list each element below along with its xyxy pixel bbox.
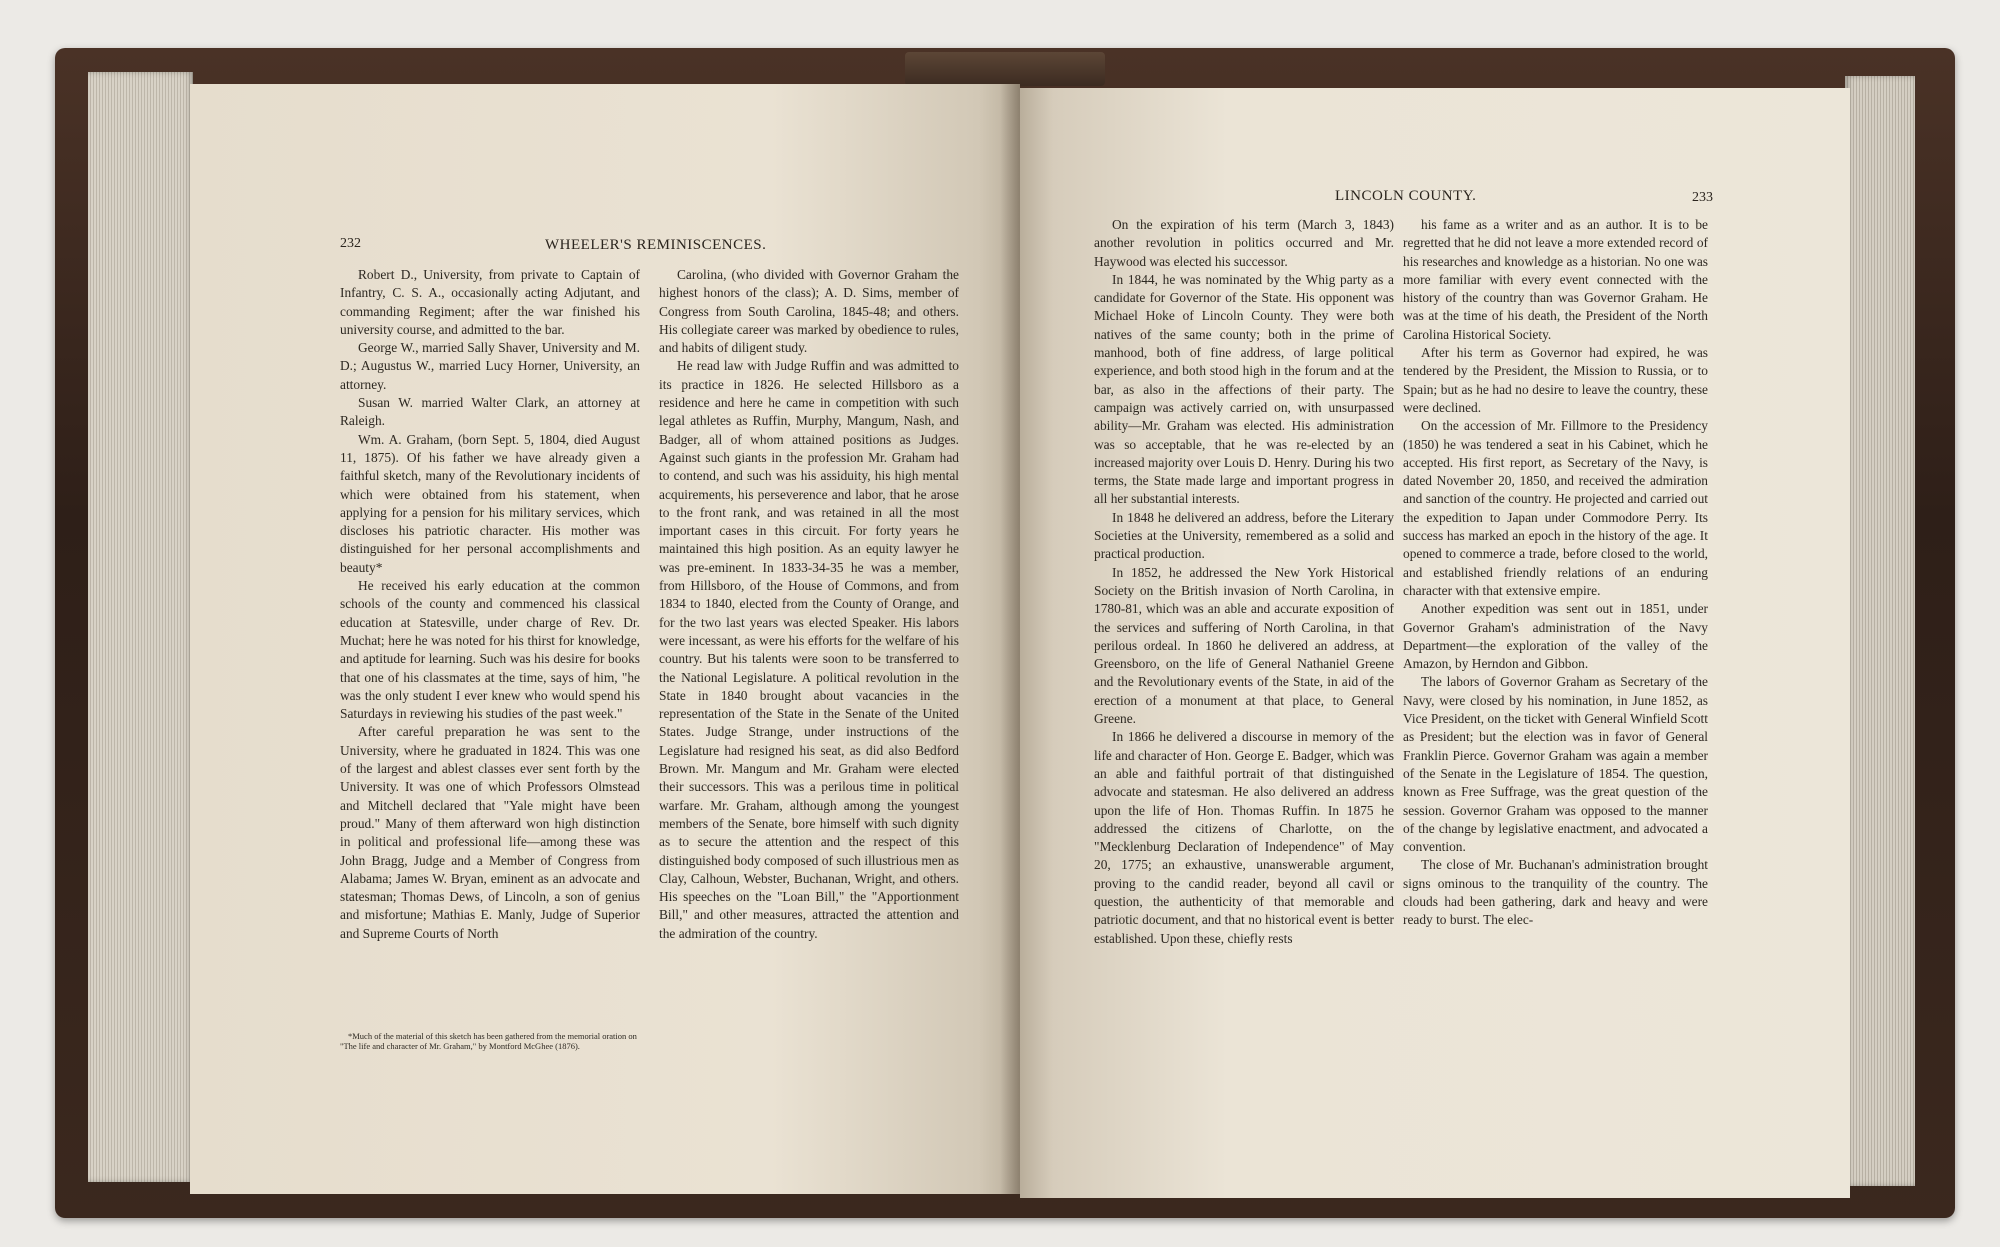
- page-edges-left: [88, 72, 193, 1182]
- paragraph: Susan W. married Walter Clark, an attorney at Raleigh.: [340, 395, 640, 429]
- running-head: LINCOLN COUNTY.: [1335, 188, 1477, 204]
- left-page: [190, 84, 1020, 1194]
- paragraph: Another expedition was sent out in 1851, under Governor Graham's administration of the Navy Department—the exploration of the valley of the Amazon, by Herndon and Gibbon.: [1403, 601, 1708, 672]
- footnote: *Much of the material of this sketch has been gathered from the memorial oration on "The life and character of Mr. Graham," by Montford McGhee (1876).: [340, 1031, 637, 1051]
- page-number: 232: [340, 236, 361, 251]
- paragraph: In 1852, he addressed the New York Historical Society on the British invasion of North Carolina, in 1780-81, which was an able and accurate exposition of the services and suffering of North Carolina, in that perilous ordeal. In 1860 he delivered an address, at Greensboro, on the life of General Nathaniel Greene and the Revolutionary events of the State, in aid of the erection of a monument at that place, to General Greene.: [1094, 564, 1394, 727]
- paragraph: Wm. A. Graham, (born Sept. 5, 1804, died August 11, 1875). Of his father we have already given a faithful sketch, many of the Revolutionary incidents of which were obtained from his statement, when applying for a pension for his military services, which discloses his patriotic character. His mother was distinguished for her personal accomplishments and beauty*: [340, 431, 640, 575]
- right-page: [1020, 88, 1850, 1198]
- paragraph: After his term as Governor had expired, he was tendered by the President, the Mission to Russia, or to Spain; but as he had no desire to leave the country, these were declined.: [1403, 345, 1708, 415]
- page-edges-right: [1845, 76, 1915, 1186]
- paragraph: Robert D., University, from private to Captain of Infantry, C. S. A., occasionally acting Adjutant, and commanding Regiment; after the war finished his university course, and admitted to the bar.: [340, 267, 640, 337]
- paragraph: The labors of Governor Graham as Secretary of the Navy, were closed by his nomination, in June 1852, as Vice President, on the ticket with General Winfield Scott as President; but the election was in favor of General Franklin Pierce. Governor Graham was again a member of the Senate in the Legislature of 1854. The question, known as Free Suffrage, was the great question of the session. Governor Graham was opposed to the manner of the change by legislative enactment, and advocated a convention.: [1403, 674, 1708, 855]
- paragraph: his fame as a writer and as an author. It is to be regretted that he did not leave a more extended record of his researches and knowledge as a historian. No one was more familiar with every event connected with the history of the country than was Governor Graham. He was at the time of his death, the President of the North Carolina Historical Society.: [1403, 217, 1708, 342]
- running-head: WHEELER'S REMINISCENCES.: [545, 237, 767, 253]
- paragraph: Carolina, (who divided with Governor Graham the highest honors of the class); A. D. Sims, member of Congress from South Carolina, 1845-48; and others. His collegiate career was marked by obedience to rules, and habits of diligent study.: [659, 267, 959, 356]
- page-number: 233: [1692, 190, 1713, 205]
- paragraph: In 1866 he delivered a discourse in memory of the life and character of Hon. George E. Badger, which was an able and faithful portrait of that distinguished advocate and statesman. He also delivered an address upon the life of Hon. Thomas Ruffin. In 1875 he addressed the citizens of Charlotte, on the "Mecklenburg Declaration of Independence" of May 20, 1775; an exhaustive, unanswerable argument, proving to the candid reader, beyond all cavil or question, the authenticity of that memorable and patriotic document, and that no historical event is better established. Upon these, chiefly rests: [1094, 729, 1394, 946]
- paragraph: After careful preparation he was sent to the University, where he graduated in 1824. This was one of the largest and ablest classes ever sent forth by the University. It was one of which Professors Olmstead and Mitchell declared that "Yale might have been proud." Many of them afterward won high distinction in political and professional life—among these was John Bragg, Judge and a Member of Congress from Alabama; James W. Bryan, eminent as an advocate and statesman; Thomas Dews, of Lincoln, a son of genius and misfortune; Mathias E. Manly, Judge of Superior and Supreme Courts of North: [340, 724, 640, 941]
- right-column: [659, 266, 959, 943]
- paragraph: In 1844, he was nominated by the Whig party as a candidate for Governor of the State. His opponent was Michael Hoke of Lincoln County. They were both natives of the same county; both in the prime of manhood, both of fine address, of large political experience, and both stood high in the forum and at the bar, as also in the affections of their party. The campaign was actively carried on, with unsurpassed ability—Mr. Graham was elected. His administration was so acceptable, that he was re-elected by an increased majority over Louis D. Henry. During his two terms, the State made large and important progress in all her substantial interests.: [1094, 271, 1394, 507]
- paragraph: He received his early education at the common schools of the county and commenced his classical education at Statesville, under charge of Rev. Dr. Muchat; here he was noted for his thirst for knowledge, and aptitude for learning. Such was his desire for books that one of his classmates at the time, says of him, "he was the only student I ever knew who would spend his Saturdays in reviewing his studies of the past week.": [340, 578, 640, 722]
- right-column: [1403, 216, 1708, 930]
- paragraph: On the accession of Mr. Fillmore to the Presidency (1850) he was tendered a seat in his Cabinet, which he accepted. His first report, as Secretary of the Navy, is dated November 20, 1850, and received the admiration and sanction of the country. He projected and carried out the expedition to Japan under Commodore Perry. Its success has marked an epoch in the history of the age. It opened to commerce a trade, before closed to the world, and established friendly relations of an enduring character with that extensive empire.: [1403, 418, 1708, 598]
- paragraph: He read law with Judge Ruffin and was admitted to its practice in 1826. He selected Hillsboro as a residence and here he came in competition with such legal athletes as Ruffin, Murphy, Mangum, Nash, and Badger, all of whom attained positions as Judges. Against such giants in the profession Mr. Graham had to contend, and such was his assiduity, his high mental acquirements, his perseverence and labor, that he arose to the front rank, and was retained in all the most important cases in this circuit. For forty years he maintained this high position. As an equity lawyer he was pre-eminent. In 1833-34-35 he was a member, from Hillsboro, of the House of Commons, and from 1834 to 1840, elected from the County of Orange, and for the two last years was elected Speaker. His labors were incessant, as were his efforts for the welfare of his country. But his talents were soon to be transferred to the National Legislature. A political revolution in the State in 1840 brought about vacancies in the representation of the State in the Senate of the United States. Judge Strange, under instructions of the Legislature had resigned his seat, as did also Bedford Brown. Mr. Mangum and Mr. Graham were elected their successors. This was a perilous time in political warfare. Mr. Graham, although among the youngest members of the Senate, bore himself with such dignity as to secure the attention and the respect of this distinguished body composed of such illustrious men as Clay, Calhoun, Webster, Buchanan, Wright, and others. His speeches on the "Loan Bill," the "Apportionment Bill," and other measures, attracted the attention and the admiration of the country.: [659, 358, 959, 941]
- left-column: [340, 266, 640, 943]
- paragraph: George W., married Sally Shaver, University and M. D.; Augustus W., married Lucy Horner, University, an attorney.: [340, 340, 640, 392]
- left-column: [1094, 216, 1394, 948]
- paragraph: On the expiration of his term (March 3, 1843) another revolution in politics occurred and Mr. Haywood was elected his successor.: [1094, 217, 1394, 269]
- paragraph: In 1848 he delivered an address, before the Literary Societies at the University, remembered as a solid and practical production.: [1094, 509, 1394, 562]
- paragraph: The close of Mr. Buchanan's administration brought signs ominous to the tranquility of the country. The clouds had been gathering, dark and heavy and were ready to burst. The elec-: [1403, 857, 1708, 928]
